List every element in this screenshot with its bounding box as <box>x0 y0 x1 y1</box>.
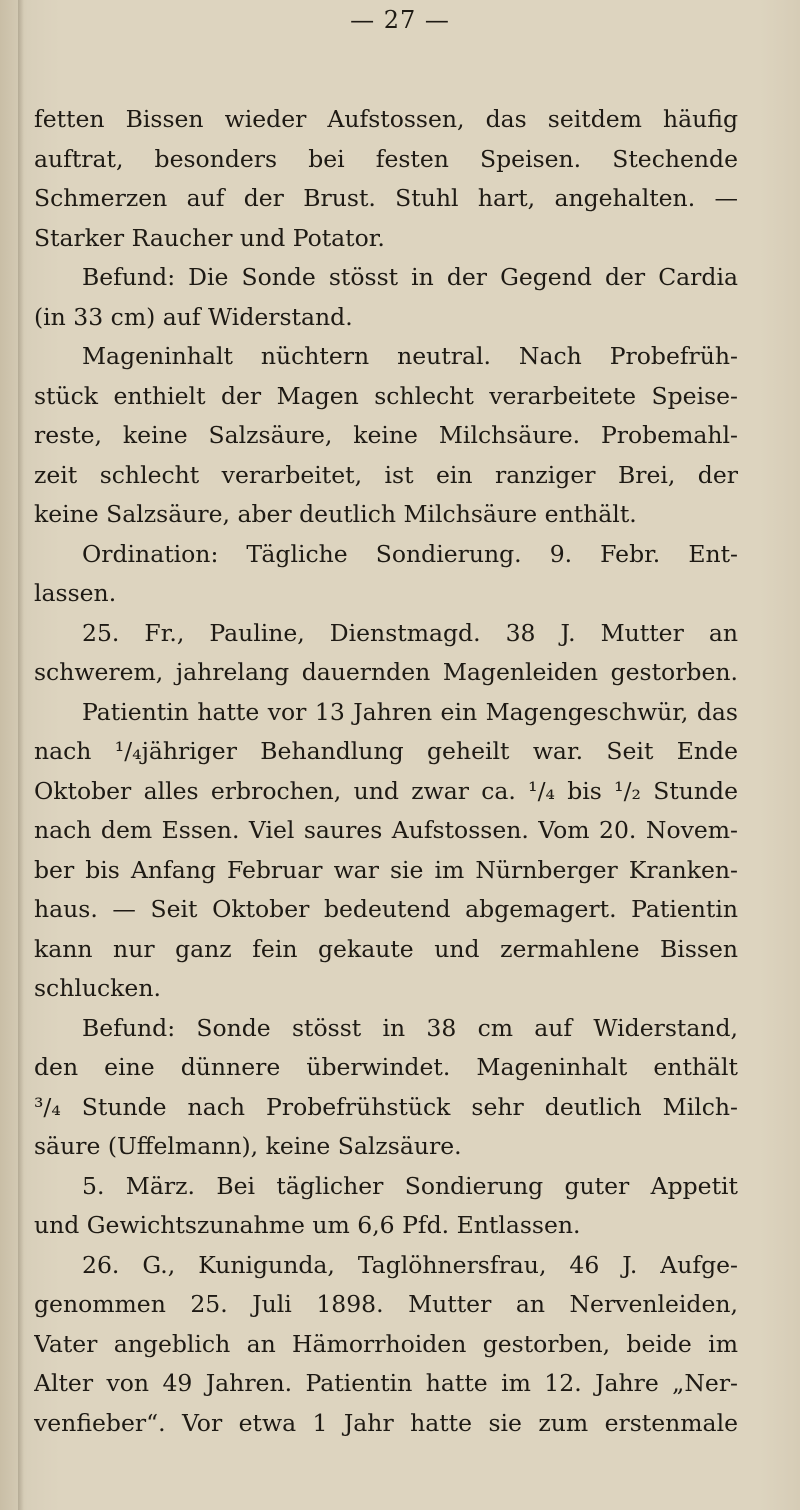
text-line: säure (Uffelmann), keine Salzsäure. <box>34 1132 462 1160</box>
text-line: lassen. <box>34 579 117 607</box>
text-line: Patientin hatte vor 13 Jahren ein Magengeschwür, das <box>82 697 738 726</box>
body-text <box>34 100 738 1443</box>
text-line: Schmerzen auf der Brust. Stuhl hart, angehalten. — <box>34 184 738 212</box>
text-line: den eine dünnere überwindet. Mageninhalt enthält <box>34 1053 738 1081</box>
text-line: und Gewichtszunahme um 6,6 Pfd. Entlassen. <box>34 1211 581 1239</box>
text-line: schlucken. <box>34 974 161 1002</box>
text-line: (in 33 cm) auf Widerstand. <box>34 302 353 331</box>
text-line: fetten Bissen wieder Aufstossen, das seitdem häufig <box>34 105 738 133</box>
text-line: stück enthielt der Magen schlecht verarbeitete Speise- <box>34 381 738 410</box>
text-line: ber bis Anfang Februar war sie im Nürnberger Kranken- <box>34 855 738 884</box>
text-line: 26. G., Kunigunda, Taglöhnersfrau, 46 J. Aufge- <box>82 1250 738 1279</box>
text-line: Ordination: Tägliche Sondierung. 9. Febr. Ent- <box>82 539 738 568</box>
text-line: haus. — Seit Oktober bedeutend abgemagert. Patientin <box>34 895 738 923</box>
text-line: zeit schlecht verarbeitet, ist ein ranziger Brei, der <box>34 460 738 489</box>
page-gutter-shadow <box>18 0 24 1510</box>
text-line: Starker Raucher und Potator. <box>34 223 385 252</box>
text-line: genommen 25. Juli 1898. Mutter an Nervenleiden, <box>34 1290 738 1318</box>
text-line: Befund: Sonde stösst in 38 cm auf Widerstand, <box>82 1013 738 1042</box>
text-line: 25. Fr., Pauline, Dienstmagd. 38 J. Mutter an <box>82 618 738 647</box>
text-line: Mageninhalt nüchtern neutral. Nach Probefrüh- <box>82 342 738 370</box>
text-line: keine Salzsäure, aber deutlich Milchsäure enthält. <box>34 500 637 528</box>
text-line: schwerem, jahrelang dauernden Magenleiden gestorben. <box>34 658 738 686</box>
text-line: auftrat, besonders bei festen Speisen. Stechende <box>34 144 738 173</box>
page-number: — 27 — <box>350 6 450 34</box>
text-line: 5. März. Bei täglicher Sondierung guter Appetit <box>82 1171 738 1200</box>
text-line: Alter von 49 Jahren. Patientin hatte im 12. Jahre „Ner- <box>34 1369 738 1397</box>
text-line: reste, keine Salzsäure, keine Milchsäure. Probemahl- <box>34 421 738 449</box>
text-line: nach ¹/₄jähriger Behandlung geheilt war. Seit Ende <box>34 737 738 765</box>
text-line: ³/₄ Stunde nach Probefrühstück sehr deutlich Milch- <box>34 1092 738 1121</box>
text-line: nach dem Essen. Viel saures Aufstossen. Vom 20. Novem- <box>34 816 738 844</box>
text-line: Befund: Die Sonde stösst in der Gegend der Cardia <box>82 263 738 291</box>
text-line: kann nur ganz fein gekaute und zermahlene Bissen <box>34 934 738 963</box>
text-line: venfieber“. Vor etwa 1 Jahr hatte sie zum erstenmale <box>34 1408 738 1437</box>
text-line: Vater angeblich an Hämorrhoiden gestorben, beide im <box>34 1329 738 1358</box>
text-line: Oktober alles erbrochen, und zwar ca. ¹/₄ bis ¹/₂ Stunde <box>34 776 738 805</box>
